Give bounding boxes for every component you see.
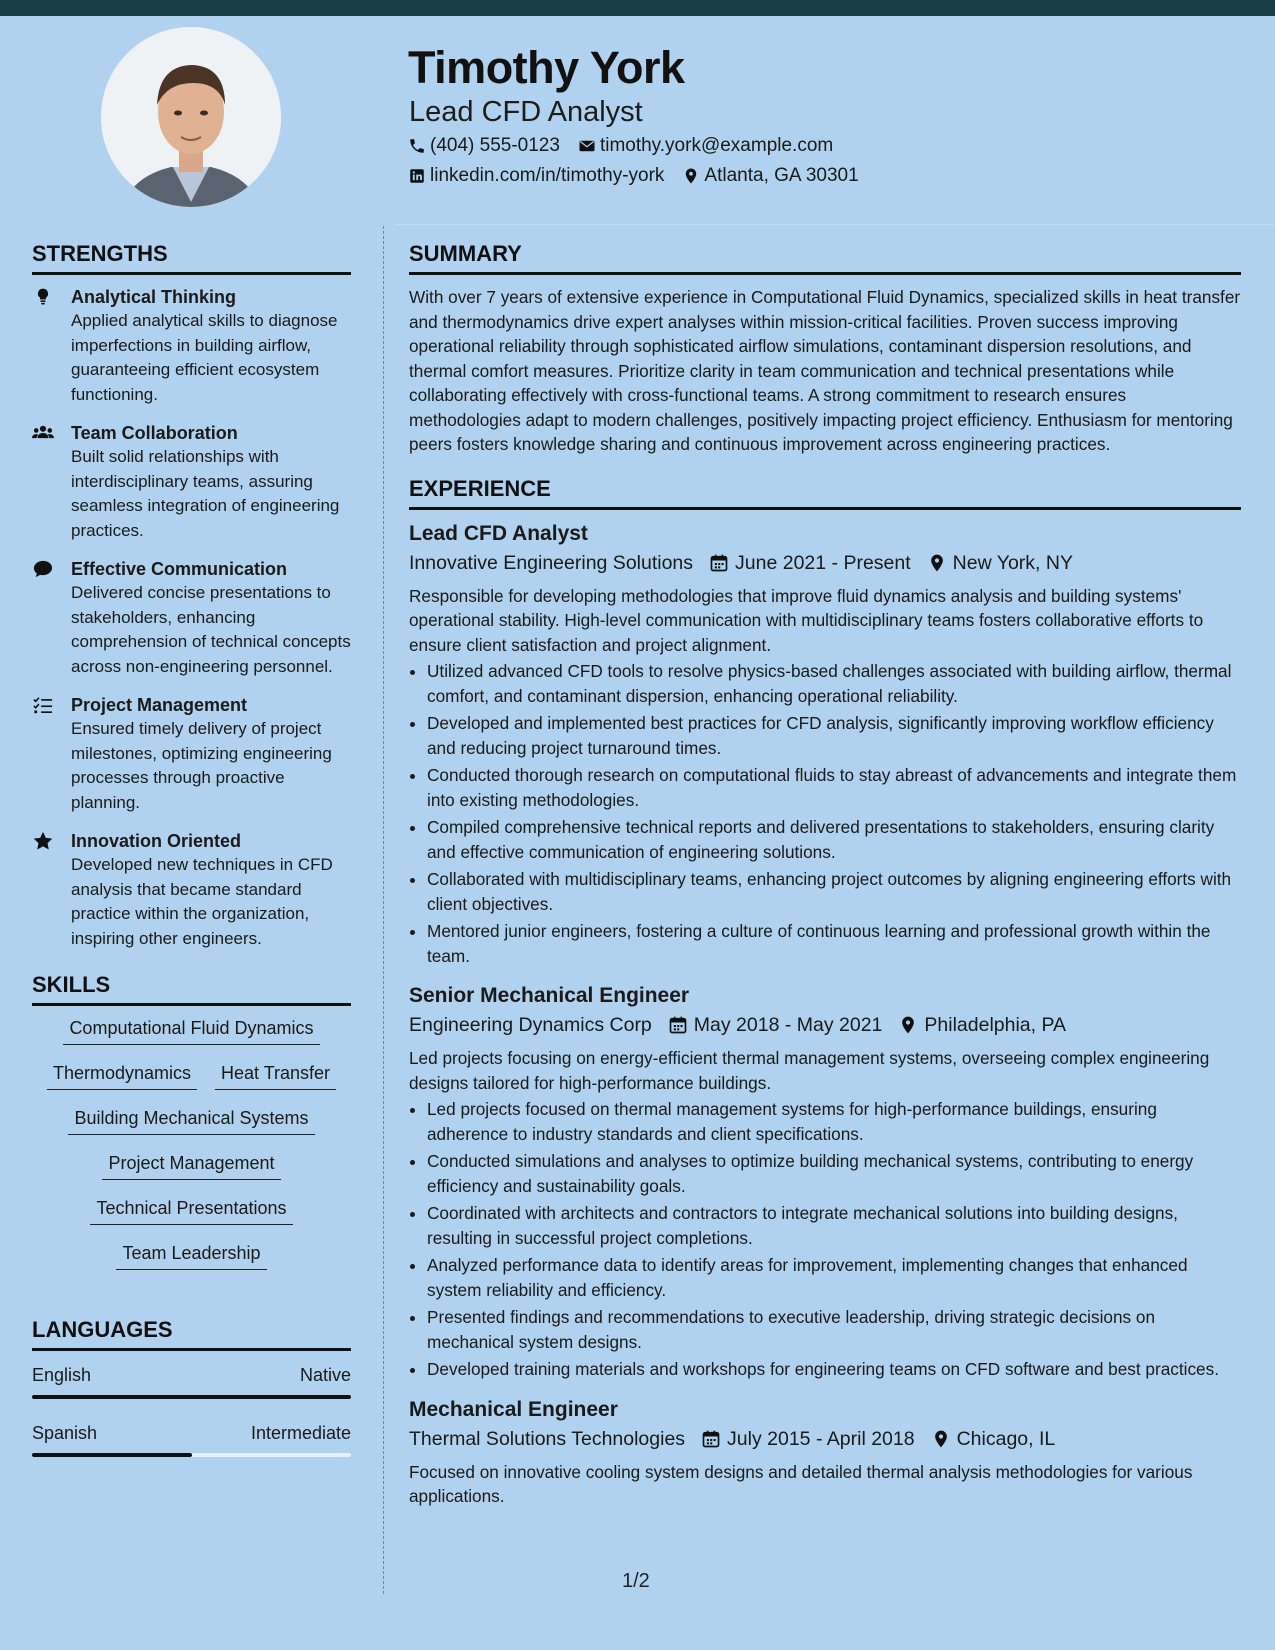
job-dates: May 2018 - May 2021 (693, 1014, 883, 1036)
phone-text: (404) 555-0123 (430, 135, 560, 156)
linkedin-text: linkedin.com/in/timothy-york (430, 165, 665, 186)
job-bullet: • Compiled comprehensive technical reports and delivered presentations to stakeholders, ensuring clarity and effective communication of engineering solutions. (427, 815, 1241, 864)
strength-title: Effective Communication (71, 559, 288, 579)
skill-tag: Project Management (102, 1151, 280, 1180)
phone-icon (408, 137, 426, 155)
language-level: Native (299, 1365, 351, 1385)
language-name: English (32, 1365, 92, 1385)
language-name: Spanish (32, 1423, 98, 1443)
job-meta (409, 548, 1241, 578)
contact-row-1 (408, 134, 833, 158)
job-dates: June 2021 - Present (735, 551, 911, 574)
envelope-icon (578, 137, 596, 155)
job-location: New York, NY (952, 551, 1073, 574)
strength-title: Analytical Thinking (71, 287, 237, 307)
strength-item (32, 829, 351, 951)
linkedin-icon (408, 167, 426, 185)
page-number: 1/2 (622, 1570, 650, 1592)
job-company: Engineering Dynamics Corp (409, 1014, 652, 1036)
language-item (32, 1363, 351, 1399)
strength-desc: Developed new techniques in CFD analysis that became standard practice within the organization, inspiring other engineers. (71, 855, 333, 948)
strengths-title: STRENGTHS (32, 240, 351, 275)
skill-tag: Thermodynamics (47, 1061, 197, 1090)
strength-item (32, 693, 351, 815)
map-pin-icon (898, 1015, 918, 1035)
job-title: Mechanical Engineer (409, 1397, 618, 1421)
job-bullet: • Collaborated with multidisciplinary teams, enhancing project outcomes by aligning engineering efforts with client objectives. (427, 867, 1241, 916)
job-bullets (409, 1097, 1241, 1382)
summary-title: SUMMARY (409, 240, 1241, 275)
job-bullet: • Conducted simulations and analyses to optimize building mechanical systems, contributing to energy efficiency and sustainability goals. (427, 1149, 1241, 1198)
language-item (32, 1421, 351, 1457)
calendar-icon (701, 1429, 721, 1449)
left-column (32, 240, 351, 1479)
experience-list (409, 520, 1241, 1509)
lightbulb-icon (32, 287, 56, 309)
job-bullet: • Mentored junior engineers, fostering a culture of continuous learning and professional growth within the team. (427, 919, 1241, 968)
language-proficiency-bar (32, 1395, 351, 1399)
phone-contact[interactable] (408, 134, 560, 158)
speech-bubble-icon (32, 559, 56, 581)
language-level: Intermediate (250, 1423, 351, 1443)
summary-text: With over 7 years of extensive experience in Computational Fluid Dynamics, specialized skills in heat transfer and thermodynamics drive expert analyses within mission-critical facilities. Proven success improving operational reliability through sophisticated airflow simulations, contaminant dispersion resolutions, and thermal comfort measures. Prioritize clarity in team communication and technical presentations while collaborating effectively with cross-functional teams. A strong commitment to research ensures methodologies adapt to modern challenges, positively impacting project efficiency. Enthusiasm for mentoring peers fosters knowledge sharing and continuous improvement across engineering practices. (409, 287, 1241, 454)
strength-item (32, 421, 351, 543)
job-location: Chicago, IL (956, 1427, 1056, 1450)
candidate-name: Timothy York (408, 42, 685, 93)
strength-title: Team Collaboration (71, 423, 238, 443)
job-location: Philadelphia, PA (924, 1014, 1067, 1036)
location-text: Atlanta, GA 30301 (704, 165, 859, 186)
job-bullet: • Conducted thorough research on computational fluids to stay abreast of advancements and integrate them into existing methodologies. (427, 763, 1241, 812)
location-contact (682, 164, 858, 188)
header-divider (395, 224, 1275, 225)
job-bullet: • Led projects focused on thermal management systems for high-performance buildings, ensuring adherence to industry standards and client specifications. (427, 1097, 1241, 1146)
skills-list (32, 1016, 351, 1286)
job-bullets (409, 659, 1241, 968)
skill-tag: Team Leadership (116, 1241, 266, 1270)
language-proficiency-fill (32, 1395, 351, 1399)
map-pin-icon (927, 553, 947, 573)
strength-item (32, 557, 351, 679)
strength-title: Project Management (71, 695, 248, 715)
language-proficiency-fill (32, 1453, 192, 1457)
skills-title: SKILLS (32, 971, 351, 1006)
map-pin-icon (931, 1429, 951, 1449)
strength-desc: Built solid relationships with interdisciplinary teams, assuring seamless integration of engineering practices. (71, 447, 340, 540)
job-company: Innovative Engineering Solutions (409, 551, 694, 574)
job-dates-group (709, 548, 911, 578)
linkedin-contact[interactable] (408, 164, 664, 188)
strength-title: Innovation Oriented (71, 831, 242, 851)
job-entry (409, 1396, 1241, 1509)
job-location-group (927, 548, 1073, 578)
candidate-role: Lead CFD Analyst (409, 96, 643, 128)
language-proficiency-bar (32, 1453, 351, 1457)
calendar-icon (709, 553, 729, 573)
profile-photo (101, 27, 281, 207)
strength-item (32, 285, 351, 407)
job-description: Led projects focusing on energy-efficient thermal management systems, overseeing complex engineering designs tailored for high-performance buildings. (409, 1048, 1210, 1093)
job-location-group (931, 1424, 1056, 1454)
map-pin-icon (682, 167, 700, 185)
job-dates-group (668, 1010, 883, 1040)
right-column (409, 240, 1241, 1523)
strength-desc: Applied analytical skills to diagnose imperfections in building airflow, guaranteeing efficient ecosystem functioning. (71, 311, 338, 404)
job-title: Senior Mechanical Engineer (409, 984, 690, 1007)
users-icon (32, 423, 56, 445)
job-entry (409, 982, 1241, 1382)
strength-desc: Ensured timely delivery of project milestones, optimizing engineering processes through proactive planning. (71, 719, 332, 812)
languages-title: LANGUAGES (32, 1316, 351, 1351)
email-contact[interactable] (578, 134, 833, 158)
top-bar (0, 0, 1275, 16)
skill-tag: Building Mechanical Systems (68, 1106, 314, 1135)
job-location-group (898, 1010, 1066, 1040)
job-meta (409, 1010, 1241, 1040)
job-bullet: • Utilized advanced CFD tools to resolve physics-based challenges associated with building airflow, thermal comfort, and contaminant dispersion, enhancing operational reliability. (427, 659, 1241, 708)
job-bullet: • Analyzed performance data to identify areas for improvement, implementing changes that enhanced system reliability and efficiency. (427, 1253, 1241, 1302)
job-bullet: • Coordinated with architects and contractors to integrate mechanical solutions into building designs, resulting in successful project completions. (427, 1201, 1241, 1250)
job-description: Responsible for developing methodologies that improve fluid dynamics analysis and building systems' operational stability. High-level communication with multidisciplinary teams fosters collaborative efforts to ensure client satisfaction and project alignment. (409, 585, 1204, 655)
job-company: Thermal Solutions Technologies (409, 1427, 686, 1450)
job-bullet: • Developed and implemented best practices for CFD analysis, significantly improving workflow efficiency and reducing project turnaround times. (427, 711, 1241, 760)
strength-desc: Delivered concise presentations to stakeholders, enhancing comprehension of technical concepts across non-engineering personnel. (71, 583, 351, 676)
job-dates-group (701, 1424, 915, 1454)
job-bullet: • Presented findings and recommendations to executive leadership, driving strategic decisions on mechanical system designs. (427, 1305, 1241, 1354)
job-title: Lead CFD Analyst (409, 521, 588, 545)
skill-tag: Technical Presentations (90, 1196, 292, 1225)
experience-title: EXPERIENCE (409, 475, 1241, 510)
star-icon (32, 831, 56, 853)
column-divider (383, 226, 384, 1594)
skill-tag: Computational Fluid Dynamics (63, 1016, 319, 1045)
calendar-icon (668, 1015, 688, 1035)
job-dates: July 2015 - April 2018 (727, 1427, 915, 1450)
job-meta (409, 1424, 1241, 1454)
skill-tag: Heat Transfer (215, 1061, 336, 1090)
contact-row-2 (408, 164, 859, 188)
job-description: Focused on innovative cooling system designs and detailed thermal analysis methodologies for various applications. (409, 1461, 1193, 1506)
email-text: timothy.york@example.com (599, 135, 834, 156)
job-bullet: • Developed training materials and workshops for engineering teams on CFD software and best practices. (427, 1357, 1241, 1382)
checklist-icon (32, 695, 56, 717)
job-entry (409, 520, 1241, 969)
